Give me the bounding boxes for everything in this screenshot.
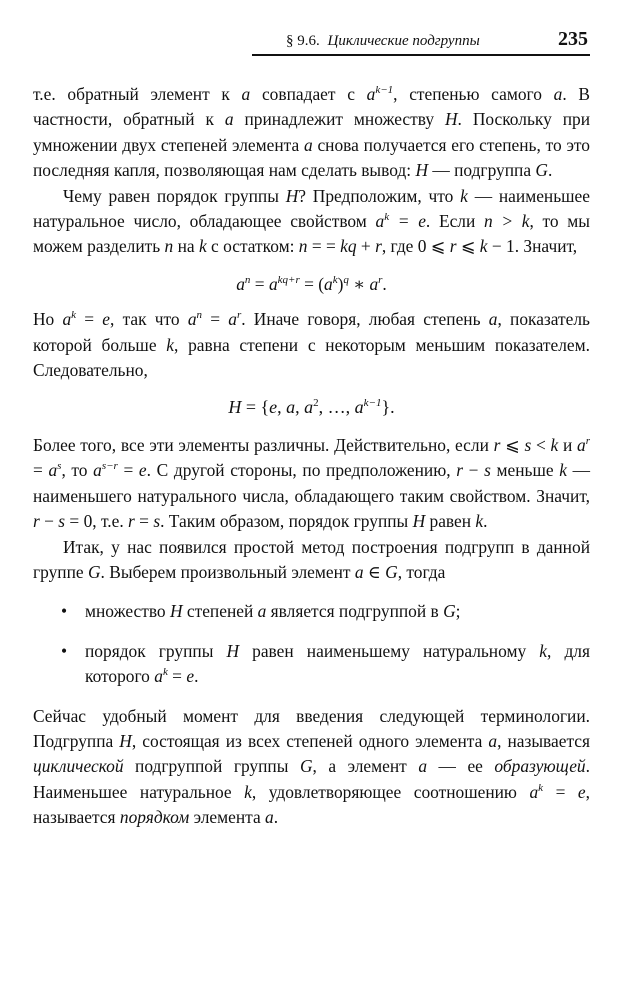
paragraph: Но $a^k = e$, так что $a^n = a^r$. Иначе говоря, любая степень a, показатель которой больше k, равна степени с некоторым меньшим показателем. Следовательно, [33,309,590,381]
section-title: Циклические подгруппы [327,33,480,49]
term-cyclic: циклической [33,756,124,777]
bullet-list [33,599,590,689]
term-order: порядком [119,807,190,828]
paragraph: Итак, у нас появился простой метод построения подгрупп в данной группе G. Выберем произвольный элемент a ∈ G, тогда [33,536,590,582]
section-number: § 9.6. [286,33,320,49]
term-generator: образующей [494,756,586,777]
paragraph: Сейчас удобный момент для введения следующей терминологии. Подгруппа H, состоящая из всех степеней одного элемента a, называется циклической подгруппой группы G, а элемент a — ее образующей. Наименьшее натуральное k, удовлетворяющее соотношению $a^k = e$, называется порядком элемента a. [33,705,590,828]
list-item: • порядок группы H равен наименьшему натуральному k, для которого $a^k = e$. [61,640,590,687]
bullet-icon: • [61,640,68,661]
section-heading [286,33,480,50]
page-number: 235 [558,28,588,50]
list-item: • множество H степеней a является подгруппой в G; [33,599,590,624]
paragraph: Чему равен порядок группы H? Предположим, что k — наименьшее натуральное число, обладающее свойством $a^k = e$. Если n > k, то мы можем разделить n на k с остатком: n = = kq + r, где 0 ⩽ r ⩽ k − 1. Значит, [33,185,590,257]
formula-power-division: $a^n = a^{kq+r} = (a^k)^q$ ∗ $a^r$. [236,273,387,294]
paragraph: Более того, все эти элементы различны. Действительно, если r ⩽ s < k и $a^r = a^s$, то $a^{s-r} = e$. С другой стороны, по предположению, r − s меньше k — наименьшего натурального числа, обладающего таким свойством. Значит, r − s = 0, т.е. r = s. Таким образом, порядок группы H равен k. [33,434,590,532]
paragraph: т.е. обратный элемент к a совпадает с $a^{k-1}$, степенью самого a. В частности, обратный к a принадлежит множеству H. Поскольку при умножении двух степеней элемента a снова получается его степень, то это последняя капля, позволяющая нам сделать вывод: H — подгруппа G. [33,84,591,181]
formula-group-set: H = {e, a, $a^2$, …, $a^{k-1}$}. [228,397,395,418]
bullet-icon: • [61,601,68,622]
page-body [33,82,590,831]
running-header [252,30,590,56]
